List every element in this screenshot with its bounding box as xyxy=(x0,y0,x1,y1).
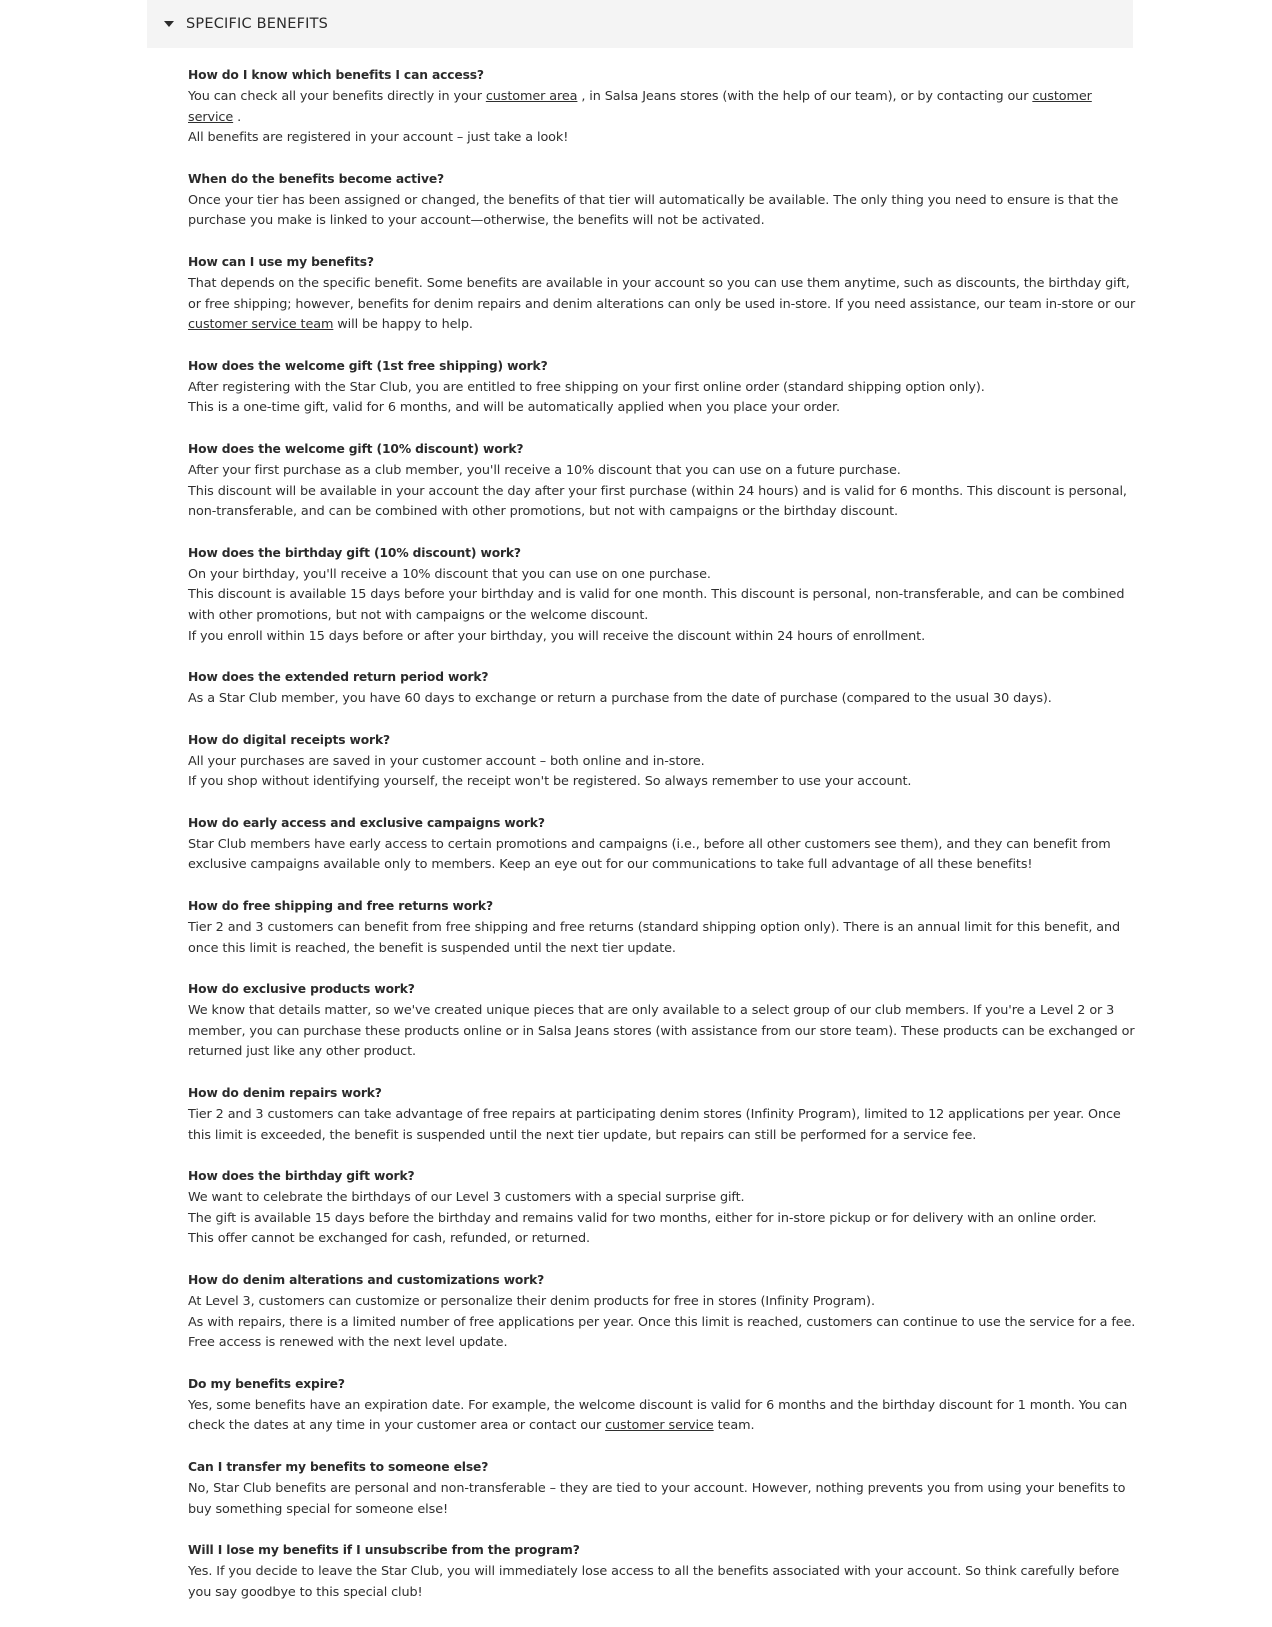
faq-answer xyxy=(188,752,1136,773)
caret-down-icon xyxy=(164,21,174,27)
faq-answer xyxy=(188,1313,1136,1334)
faq-item xyxy=(188,668,1136,710)
faq-item xyxy=(188,1084,1136,1146)
faq-answer xyxy=(188,772,1136,793)
faq-answer xyxy=(188,378,1136,399)
answer-text: If you enroll within 15 days before or after your birthday, you will receive the discount within 24 hours of enrollment. xyxy=(188,628,926,644)
specific-benefits-accordion xyxy=(147,0,1136,1624)
faq-item xyxy=(188,440,1136,523)
faq-answer xyxy=(188,1479,1136,1520)
faq-item xyxy=(188,253,1136,336)
faq-question: How do digital receipts work? xyxy=(188,732,390,747)
answer-text: The gift is available 15 days before the birthday and remains valid for two months, either for in-store pickup or for delivery with an online order. xyxy=(188,1210,1097,1226)
faq-item xyxy=(188,980,1136,1063)
answer-text: You can check all your benefits directly in your xyxy=(188,89,486,104)
answer-text: That depends on the specific benefit. Some benefits are available in your account so you can use them anytime, such as discounts, the birthday gift, or free shipping; however, benefits for denim repairs and denim alterations can only be used in-store. If you need assistance, our team in-store or our xyxy=(188,275,1136,312)
faq-question: How does the birthday gift (10% discount) work? xyxy=(188,545,521,560)
answer-text: All benefits are registered in your account – just take a look! xyxy=(188,130,569,146)
faq-item xyxy=(188,897,1136,959)
faq-answer xyxy=(188,128,1136,149)
faq-item xyxy=(188,1271,1136,1354)
faq-item xyxy=(188,731,1136,793)
answer-text: will be happy to help. xyxy=(333,317,473,333)
customer-service-link[interactable]: customer service xyxy=(605,1418,714,1434)
faq-answer xyxy=(188,274,1136,336)
answer-text: No, Star Club benefits are personal and non-transferable – they are tied to your account. However, nothing prevents you from using your benefits to buy something special for someone else! xyxy=(188,1480,1126,1517)
answer-text: Tier 2 and 3 customers can take advantage of free repairs at participating denim stores (Infinity Program), limited to 12 applications per year. Once this limit is exceeded, the benefit is suspended until the next tier update, but repairs can still be performed for a service fee. xyxy=(188,1107,1121,1143)
faq-answer xyxy=(188,482,1136,523)
answer-text: This discount is available 15 days before your birthday and is valid for one month. This discount is personal, non-transferable, and can be combined with other promotions, but not with campaigns or the welcome discount. xyxy=(188,587,1125,623)
faq-question: How does the extended return period work? xyxy=(188,670,489,685)
answer-text: team. xyxy=(713,1418,755,1434)
faq-answer xyxy=(188,1396,1136,1437)
faq-item xyxy=(188,814,1136,876)
faq-question: How can I use my benefits? xyxy=(188,254,374,269)
faq-answer xyxy=(188,398,1136,419)
faq-item xyxy=(188,544,1136,647)
answer-text: At Level 3, customers can customize or personalize their denim products for free in stores (Infinity Program). xyxy=(188,1294,875,1309)
faq-question: How do denim repairs work? xyxy=(188,1086,382,1101)
faq-answer xyxy=(188,1105,1136,1146)
faq-answer xyxy=(188,87,1136,128)
faq-question: How does the welcome gift (1st free shipping) work? xyxy=(188,358,548,373)
faq-question: Can I transfer my benefits to someone else? xyxy=(188,1459,489,1474)
faq-question: How do free shipping and free returns work? xyxy=(188,899,493,914)
answer-text: Tier 2 and 3 customers can benefit from free shipping and free returns (standard shipping option only). There is an annual limit for this benefit, and once this limit is reached, the benefit is suspended until the next tier update. xyxy=(188,920,1121,956)
faq-answer xyxy=(188,918,1136,959)
faq-item xyxy=(188,1458,1136,1520)
faq-answer xyxy=(188,1562,1136,1603)
faq-item xyxy=(188,1541,1136,1603)
faq-answer xyxy=(188,565,1136,586)
faq-answer xyxy=(188,1229,1136,1250)
accordion-title: SPECIFIC BENEFITS xyxy=(186,16,329,32)
answer-text: We know that details matter, so we've created unique pieces that are only available to a select group of our club members. If you're a Level 2 or 3 member, you can purchase these products online or in Salsa Jeans stores (with assistance from our store team). These products can be exchanged or returned just like any other product. xyxy=(188,1003,1135,1060)
faq-item xyxy=(188,1375,1136,1437)
faq-answer xyxy=(188,689,1136,710)
faq-answer xyxy=(188,627,1136,648)
faq-answer xyxy=(188,835,1136,876)
answer-text: This is a one-time gift, valid for 6 months, and will be automatically applied when you place your order. xyxy=(188,400,840,416)
answer-text: As with repairs, there is a limited number of free applications per year. Once this limit is reached, customers can continue to use the service for a fee. xyxy=(188,1314,1136,1330)
answer-text: Yes. If you decide to leave the Star Club, you will immediately lose access to all the benefits associated with your account. So think carefully before you say goodbye to this special club! xyxy=(188,1564,1120,1600)
faq-question: How do exclusive products work? xyxy=(188,982,415,997)
faq-answer xyxy=(188,1333,1136,1354)
answer-text: After registering with the Star Club, you are entitled to free shipping on your first online order (standard shipping option only). xyxy=(188,379,985,395)
faq-answer xyxy=(188,1001,1136,1063)
faq-item xyxy=(188,66,1136,149)
faq-question: Will I lose my benefits if I unsubscribe from the program? xyxy=(188,1543,580,1558)
faq-answer xyxy=(188,585,1136,626)
faq-answer xyxy=(188,1292,1136,1313)
answer-text: Once your tier has been assigned or changed, the benefits of that tier will automatically be available. The only thing you need to ensure is that the purchase you make is linked to your account—otherwise, the benefits will not be activated. xyxy=(188,192,1119,229)
answer-text: This discount will be available in your account the day after your first purchase (within 24 hours) and is valid for 6 months. This discount is personal, non-transferable, and can be combined with other promotions, but not with campaigns or the birthday discount. xyxy=(188,483,1127,520)
customer-service-link[interactable]: customer service team xyxy=(188,317,334,333)
answer-text: On your birthday, you'll receive a 10% discount that you can use on one purchase. xyxy=(188,566,711,582)
customer-service-link[interactable]: customer service xyxy=(188,89,1092,125)
answer-text: This offer cannot be exchanged for cash, refunded, or returned. xyxy=(188,1231,590,1247)
faq-answer xyxy=(188,1188,1136,1209)
answer-text: After your first purchase as a club member, you'll receive a 10% discount that you can use on a future purchase. xyxy=(188,462,901,478)
answer-text: All your purchases are saved in your customer account – both online and in-store. xyxy=(188,753,705,769)
faq-item xyxy=(188,170,1136,232)
faq-list xyxy=(147,48,1136,1603)
answer-text: We want to celebrate the birthdays of our Level 3 customers with a special surprise gift. xyxy=(188,1190,745,1206)
faq-question: How do denim alterations and customizations work? xyxy=(188,1273,545,1287)
answer-text: Yes, some benefits have an expiration date. For example, the welcome discount is valid for 6 months and the birthday discount for 1 month. You can check the dates at any time in your customer area or contact our xyxy=(188,1397,1128,1434)
faq-question: When do the benefits become active? xyxy=(188,171,444,186)
faq-item xyxy=(188,1167,1136,1250)
answer-text: Star Club members have early access to certain promotions and campaigns (i.e., before all other customers see them), and they can benefit from exclusive campaigns available only to members. Keep an eye out for our communications to take full advantage of all these benefits! xyxy=(188,836,1111,873)
customer-service-link[interactable]: customer area xyxy=(485,89,578,104)
faq-question: How does the welcome gift (10% discount) work? xyxy=(188,441,524,456)
faq-question: How does the birthday gift work? xyxy=(188,1169,415,1184)
faq-answer xyxy=(188,1209,1136,1230)
answer-text: Free access is renewed with the next level update. xyxy=(188,1335,508,1351)
faq-question: Do my benefits expire? xyxy=(188,1376,345,1391)
faq-question: How do early access and exclusive campaigns work? xyxy=(188,815,545,830)
accordion-header[interactable] xyxy=(147,0,1133,48)
faq-question: How do I know which benefits I can access? xyxy=(188,68,484,82)
answer-text: If you shop without identifying yourself, the receipt won't be registered. So always remember to use your account. xyxy=(188,774,912,790)
answer-text: . xyxy=(233,109,242,125)
answer-text: , in Salsa Jeans stores (with the help of our team), or by contacting our xyxy=(577,89,1033,104)
faq-answer xyxy=(188,461,1136,482)
answer-text: As a Star Club member, you have 60 days to exchange or return a purchase from the date of purchase (compared to the usual 30 days). xyxy=(188,691,1052,707)
faq-answer xyxy=(188,191,1136,232)
faq-item xyxy=(188,357,1136,419)
